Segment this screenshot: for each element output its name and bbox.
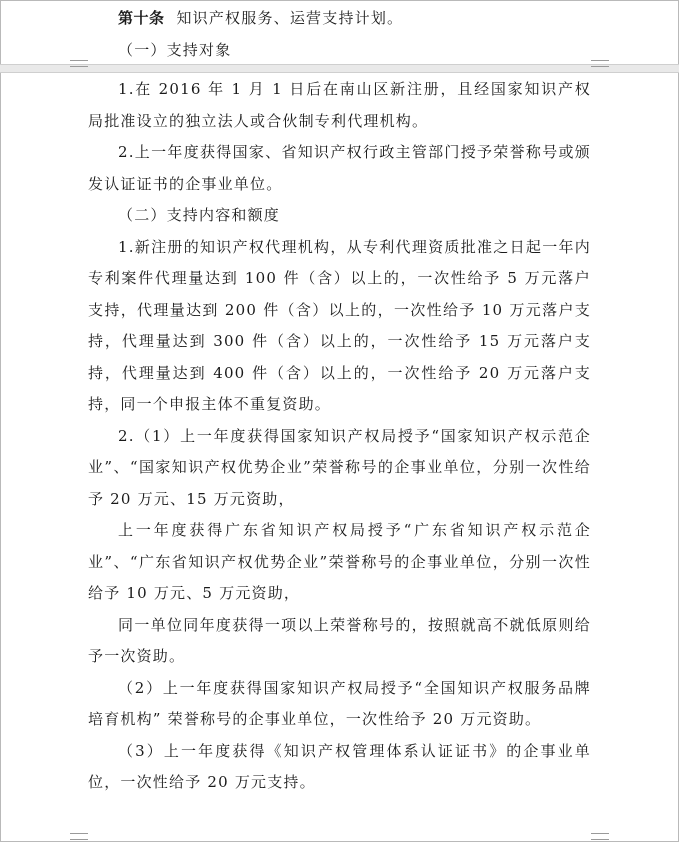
document-body <box>88 74 591 799</box>
paragraph-content-2-3: （3）上一年度获得《知识产权管理体系认证证书》的企事业单位，一次性给予 20 万元支持。 <box>88 741 591 791</box>
page-corner-mark-bottom-right <box>591 833 609 840</box>
paragraph-provincial-honor: 上一年度获得广东省知识产权局授予“广东省知识产权示范企业”、“广东省知识产权优势企业”荣誉称号的企事业单位，分别一次性给予 10 万元、5 万元资助， <box>88 521 591 602</box>
paragraph-content-1: 1.新注册的知识产权代理机构，从专利代理资质批准之日起一年内专利案件代理量达到 100 件（含）以上的，一次性给予 5 万元落户支持，代理量达到 200 件（含）以上的，一次性给予 10 万元落户支持，代理量达到 300 件（含）以上的，一次性给予 15 万元落户支持，代理量达到 400 件（含）以上的，一次性给予 20 万元落户支持，同一个申报主体不重复资助。 <box>88 237 591 413</box>
article-number: 第十条 <box>118 9 165 27</box>
paragraph-content-2-1: 2.（1）上一年度获得国家知识产权局授予“国家知识产权示范企业”、“国家知识产权优势企业”荣誉称号的企事业单位，分别一次性给予 20 万元、15 万元资助， <box>88 426 591 508</box>
page-corner-mark-top-right <box>591 60 609 67</box>
paragraph-same-unit-rule: 同一单位同年度获得一项以上荣誉称号的，按照就高不就低原则给予一次资助。 <box>88 615 591 665</box>
page-break-gap <box>0 64 679 73</box>
paragraph-support-target-2: 2.上一年度获得国家、省知识产权行政主管部门授予荣誉称号或颁发认证证书的企事业单位。 <box>88 143 591 193</box>
page-corner-mark-top-left <box>70 60 88 67</box>
article-heading <box>88 3 591 35</box>
section-two-heading: （二）支持内容和额度 <box>118 206 281 224</box>
page-corner-mark-bottom-left <box>70 833 88 840</box>
paragraph-content-2-2: （2）上一年度获得国家知识产权局授予“全国知识产权服务品牌培育机构” 荣誉称号的企事业单位，一次性给予 20 万元资助。 <box>88 678 591 728</box>
previous-page-text <box>88 3 591 66</box>
article-title: 知识产权服务、运营支持计划。 <box>176 9 404 27</box>
paragraph-support-target-1: 1.在 2016 年 1 月 1 日后在南山区新注册，且经国家知识产权局批准设立的独立法人或合伙制专利代理机构。 <box>88 80 591 130</box>
section-one-heading: （一）支持对象 <box>118 40 232 59</box>
